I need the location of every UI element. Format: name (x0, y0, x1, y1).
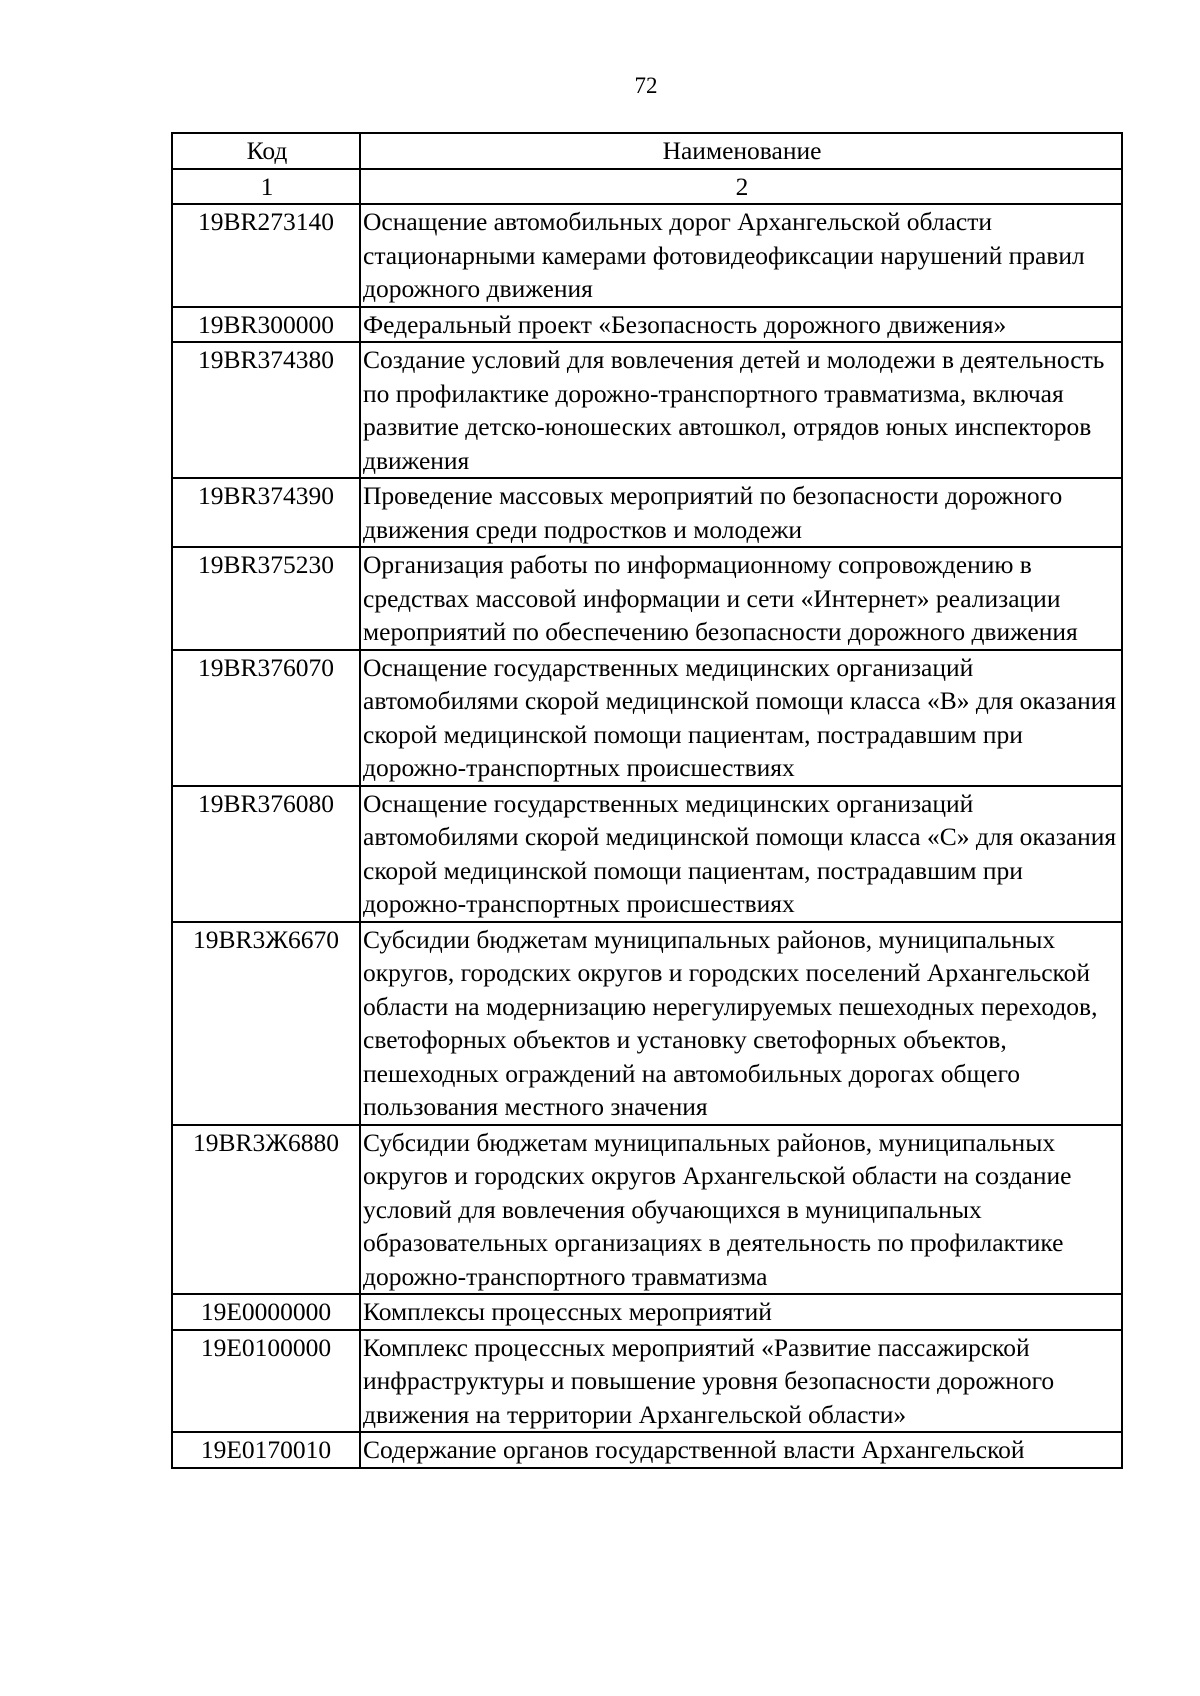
row-code: 19BR300000 (172, 307, 360, 343)
table-row (172, 547, 1122, 650)
row-name: Оснащение государственных медицинских организаций автомобилями скорой медицинской помощи класса «С» для оказания скорой медицинской помощи пациентам, пострадавшим при дорожно-транспортных происшествиях (360, 786, 1122, 922)
table-row (172, 307, 1122, 343)
row-name: Оснащение государственных медицинских организаций автомобилями скорой медицинской помощи класса «В» для оказания скорой медицинской помощи пациентам, пострадавшим при дорожно-транспортных происшествиях (360, 650, 1122, 786)
row-name: Создание условий для вовлечения детей и молодежи в деятельность по профилактике дорожно-транспортного травматизма, включая развитие детско-юношеских автошкол, отрядов юных инспекторов движения (360, 342, 1122, 478)
table-row (172, 1330, 1122, 1433)
row-code: 19BR376070 (172, 650, 360, 786)
row-code: 19BR376080 (172, 786, 360, 922)
table-row (172, 1432, 1122, 1468)
row-code: 19BR374380 (172, 342, 360, 478)
row-name: Федеральный проект «Безопасность дорожного движения» (360, 307, 1122, 343)
table-row (172, 342, 1122, 478)
row-code: 19BR3Ж6670 (172, 922, 360, 1125)
column-number-name: 2 (360, 169, 1122, 205)
row-name: Субсидии бюджетам муниципальных районов, муниципальных округов, городских округов и городских поселений Архангельской области на модернизацию нерегулируемых пешеходных переходов, светофорных объектов и установку светофорных объектов, пешеходных ограждений на автомобильных дорогах общего пользования местного значения (360, 922, 1122, 1125)
row-code: 19BR375230 (172, 547, 360, 650)
table-header-row (172, 133, 1122, 169)
column-number-row (172, 169, 1122, 205)
row-name: Субсидии бюджетам муниципальных районов, муниципальных округов и городских округов Архангельской области на создание условий для вовлечения обучающихся в муниципальных образовательных организациях в деятельность по профилактике дорожно-транспортного травматизма (360, 1125, 1122, 1295)
row-code: 19BR374390 (172, 478, 360, 547)
row-name: Оснащение автомобильных дорог Архангельской области стационарными камерами фотовидеофиксации нарушений правил дорожного движения (360, 204, 1122, 307)
row-code: 19Е0100000 (172, 1330, 360, 1433)
column-number-code: 1 (172, 169, 360, 205)
table-row (172, 204, 1122, 307)
row-name: Комплекс процессных мероприятий «Развитие пассажирской инфраструктуры и повышение уровня безопасности дорожного движения на территории Архангельской области» (360, 1330, 1122, 1433)
table-row (172, 786, 1122, 922)
table-body (172, 204, 1122, 1468)
header-name: Наименование (360, 133, 1122, 169)
table-row (172, 922, 1122, 1125)
page-number: 72 (634, 73, 658, 98)
table-row (172, 478, 1122, 547)
header-code: Код (172, 133, 360, 169)
row-code: 19BR273140 (172, 204, 360, 307)
row-name: Организация работы по информационному сопровождению в средствах массовой информации и сети «Интернет» реализации мероприятий по обеспечению безопасности дорожного движения (360, 547, 1122, 650)
row-code: 19Е0170010 (172, 1432, 360, 1468)
table-row (172, 650, 1122, 786)
budget-codes-table (171, 132, 1123, 1469)
row-name: Содержание органов государственной власти Архангельской (360, 1432, 1122, 1468)
row-code: 19Е0000000 (172, 1294, 360, 1330)
row-code: 19BR3Ж6880 (172, 1125, 360, 1295)
table-row (172, 1125, 1122, 1295)
table-row (172, 1294, 1122, 1330)
row-name: Комплексы процессных мероприятий (360, 1294, 1122, 1330)
row-name: Проведение массовых мероприятий по безопасности дорожного движения среди подростков и молодежи (360, 478, 1122, 547)
